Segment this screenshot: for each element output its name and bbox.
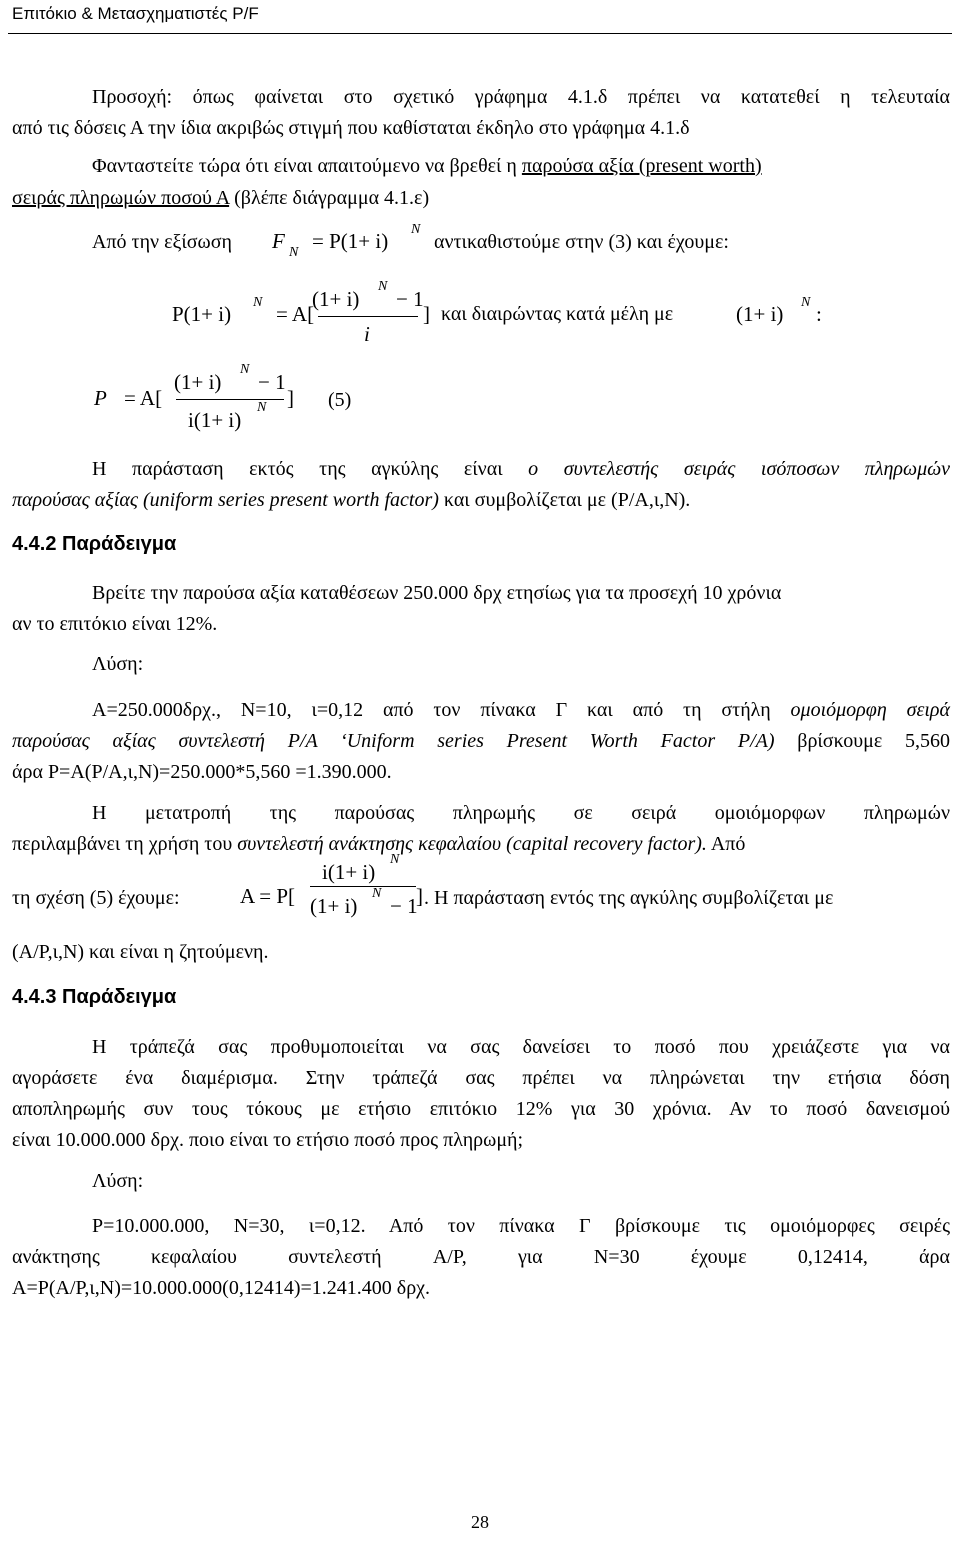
eq5-label: (5) [328,389,352,411]
eq2-denominator: i [364,322,370,346]
example2-question-line-1: Η τράπεζά σας προθυμοποιείται να σας δανείσει το ποσό που χρειάζεστε για να [92,1036,950,1058]
example1-solution-line-2 [12,729,950,753]
paragraph-capital-recovery-line-3b: . Η παράσταση εντός της αγκύλης συμβολίζεται με [424,887,834,909]
paragraph-capital-recovery-line-2 [12,832,745,856]
eq-ap-denominator-superscript: N [372,886,382,901]
equation-symbol-F: F [272,229,285,253]
eq5-numerator-minus-one: − 1 [258,370,286,394]
eq-ap-lhs: A = P[ [240,884,296,908]
eq-ap-close-bracket: ] [416,884,423,908]
example1-solution-label: Λύση: [92,653,144,675]
italic-term-capital-recovery: συντελεστή ανάκτησης κεφαλαίου (capital recovery factor). [237,833,707,855]
eq2-numerator-minus-one: − 1 [396,287,424,311]
eq5-fraction-bar [176,399,284,400]
eq-ap-denominator-minus-one: − 1 [390,894,418,918]
eq5-denominator-superscript: N [257,400,267,415]
eq2-equals-A-bracket: = A[ [276,302,315,326]
eq2-fraction-bar [318,316,418,317]
example2-solution-label: Λύση: [92,1170,144,1192]
paragraph-uniform-series-line-2 [12,488,690,512]
eq5-lhs: P [94,386,107,410]
example1-solution-line-1 [92,698,950,722]
section-heading-4-4-2: 4.4.2 Παράδειγμα [12,533,177,555]
underlined-term-payment-series: σειράς πληρωμών ποσού Α [12,187,230,209]
paragraph-capital-recovery-line-4: (A/P,ι,N) και είναι η ζητούμενη. [12,941,269,963]
eq5-numerator: (1+ i) [174,370,222,394]
text-span: Η παράσταση εκτός της αγκύλης είναι [92,458,529,480]
text-span: περιλαμβάνει τη χρήση του [12,833,238,855]
example1-question-line-2: αν το επιτόκιο είναι 12%. [12,613,218,635]
text-span: (βλέπε διάγραμμα 4.1.ε) [229,187,430,209]
text-span: Φανταστείτε τώρα ότι είναι απαιτούμενο να βρεθεί η [92,155,522,177]
equation-superscript-N: N [411,222,421,237]
example1-question-line-1: Βρείτε την παρούσα αξία καταθέσεων 250.000 δρχ ετησίως για τα προσεχή 10 χρόνια [92,582,782,604]
paragraph-attention-line-1: Προσοχή: όπως φαίνεται στο σχετικό γράφημα 4.1.δ πρέπει να κατατεθεί η τελευταία [92,86,950,108]
italic-term-uniform-series-pwf: παρούσας αξίας (uniform series present worth factor) [12,489,439,511]
equation-intro-text: Από την εξίσωση [92,231,232,253]
paragraph-attention-line-2: από τις δόσεις Α την ίδια ακριβώς στιγμή που καθίσταται έκδηλο στο γράφημα 4.1.δ [12,117,690,139]
text-span: και συμβολίζεται με (P/A,ι,N). [438,489,691,511]
example2-question-line-3: αποπληρωμής συν τους τόκους με ετήσιο επιτόκιο 12% για 30 χρόνια. Αν το ποσό δανεισμού [12,1098,950,1120]
page-header-title: Επιτόκιο & Μετασχηματιστές P/F [12,4,259,23]
paragraph-present-worth-line-2 [12,186,429,210]
eq2-numerator: (1+ i) [312,287,360,311]
eq-ap-denominator: (1+ i) [310,894,358,918]
eq2-numerator-superscript: N [378,279,388,294]
page-number: 28 [471,1512,489,1532]
eq-ap-fraction-bar [310,886,416,887]
section-heading-4-4-3: 4.4.3 Παράδειγμα [12,986,177,1008]
eq2-term-superscript: N [801,295,811,310]
example2-solution-line-1: P=10.000.000, N=30, ι=0,12. Από τον πίνακα Γ βρίσκουμε τις ομοιόμορφες σειρές [92,1215,950,1237]
eq2-colon: : [816,302,822,326]
eq5-denominator: i(1+ i) [188,408,242,432]
eq2-close-bracket: ] [423,302,430,326]
example2-question-line-4: είναι 10.000.000 δρχ. ποιο είναι το ετήσιο ποσό προς πληρωμή; [12,1129,524,1151]
example2-solution-line-3: A=P(A/P,ι,N)=10.000.000(0,12414)=1.241.400 δρχ. [12,1277,431,1299]
paragraph-present-worth-line-1 [92,154,762,178]
eq5-close-bracket: ] [287,386,294,410]
italic-term-uniform-series: ο συντελεστής σειράς ισόποσων πληρωμών [528,458,950,480]
eq5-numerator-superscript: N [240,362,250,377]
example2-solution-line-2: ανάκτησης κεφαλαίου συντελεστή A/P, για N=30 έχουμε 0,12414, άρα [12,1246,950,1268]
italic-term: ομοιόμορφη σειρά [790,699,951,721]
eq2-lhs: P(1+ i) [172,302,232,326]
italic-term-pwf: παρούσας αξίας συντελεστή P/A ‘Uniform series Present Worth Factor P/A) [12,730,775,752]
paragraph-uniform-series-line-1 [92,457,950,481]
eq-ap-numerator-superscript: N [390,852,400,867]
paragraph-capital-recovery-line-3a: τη σχέση (5) έχουμε: [12,887,180,909]
example2-question-line-2: αγοράσετε ένα διαμέρισμα. Στην τράπεζά σας πρέπει να πληρώνεται την ετήσια δόση [12,1067,950,1089]
paragraph-capital-recovery-line-1: Η μετατροπή της παρούσας πληρωμής σε σειρά ομοιόμορφων πληρωμών [92,802,950,824]
text-span: Α=250.000δρχ., Ν=10, ι=0,12 από τον πίνακα Γ και από τη στήλη [92,699,791,721]
equation-rhs-future-value: = P(1+ i) [312,229,389,253]
eq-ap-numerator: i(1+ i) [322,860,376,884]
header-rule [8,33,952,34]
eq2-term: (1+ i) [736,302,784,326]
eq5-equals-A-bracket: = A[ [124,386,163,410]
example1-solution-line-3: άρα P=A(P/A,ι,N)=250.000*5,560 =1.390.000. [12,761,392,783]
eq2-text: και διαιρώντας κατά μέλη με [441,303,674,325]
eq2-lhs-superscript: N [253,295,263,310]
text-span: βρίσκουμε 5,560 [774,730,950,752]
text-span: Από [706,833,746,855]
equation-trailing-text: αντικαθιστούμε στην (3) και έχουμε: [434,231,729,253]
equation-subscript-N: N [289,245,299,260]
underlined-term-present-worth: παρούσα αξία (present worth) [521,155,762,177]
